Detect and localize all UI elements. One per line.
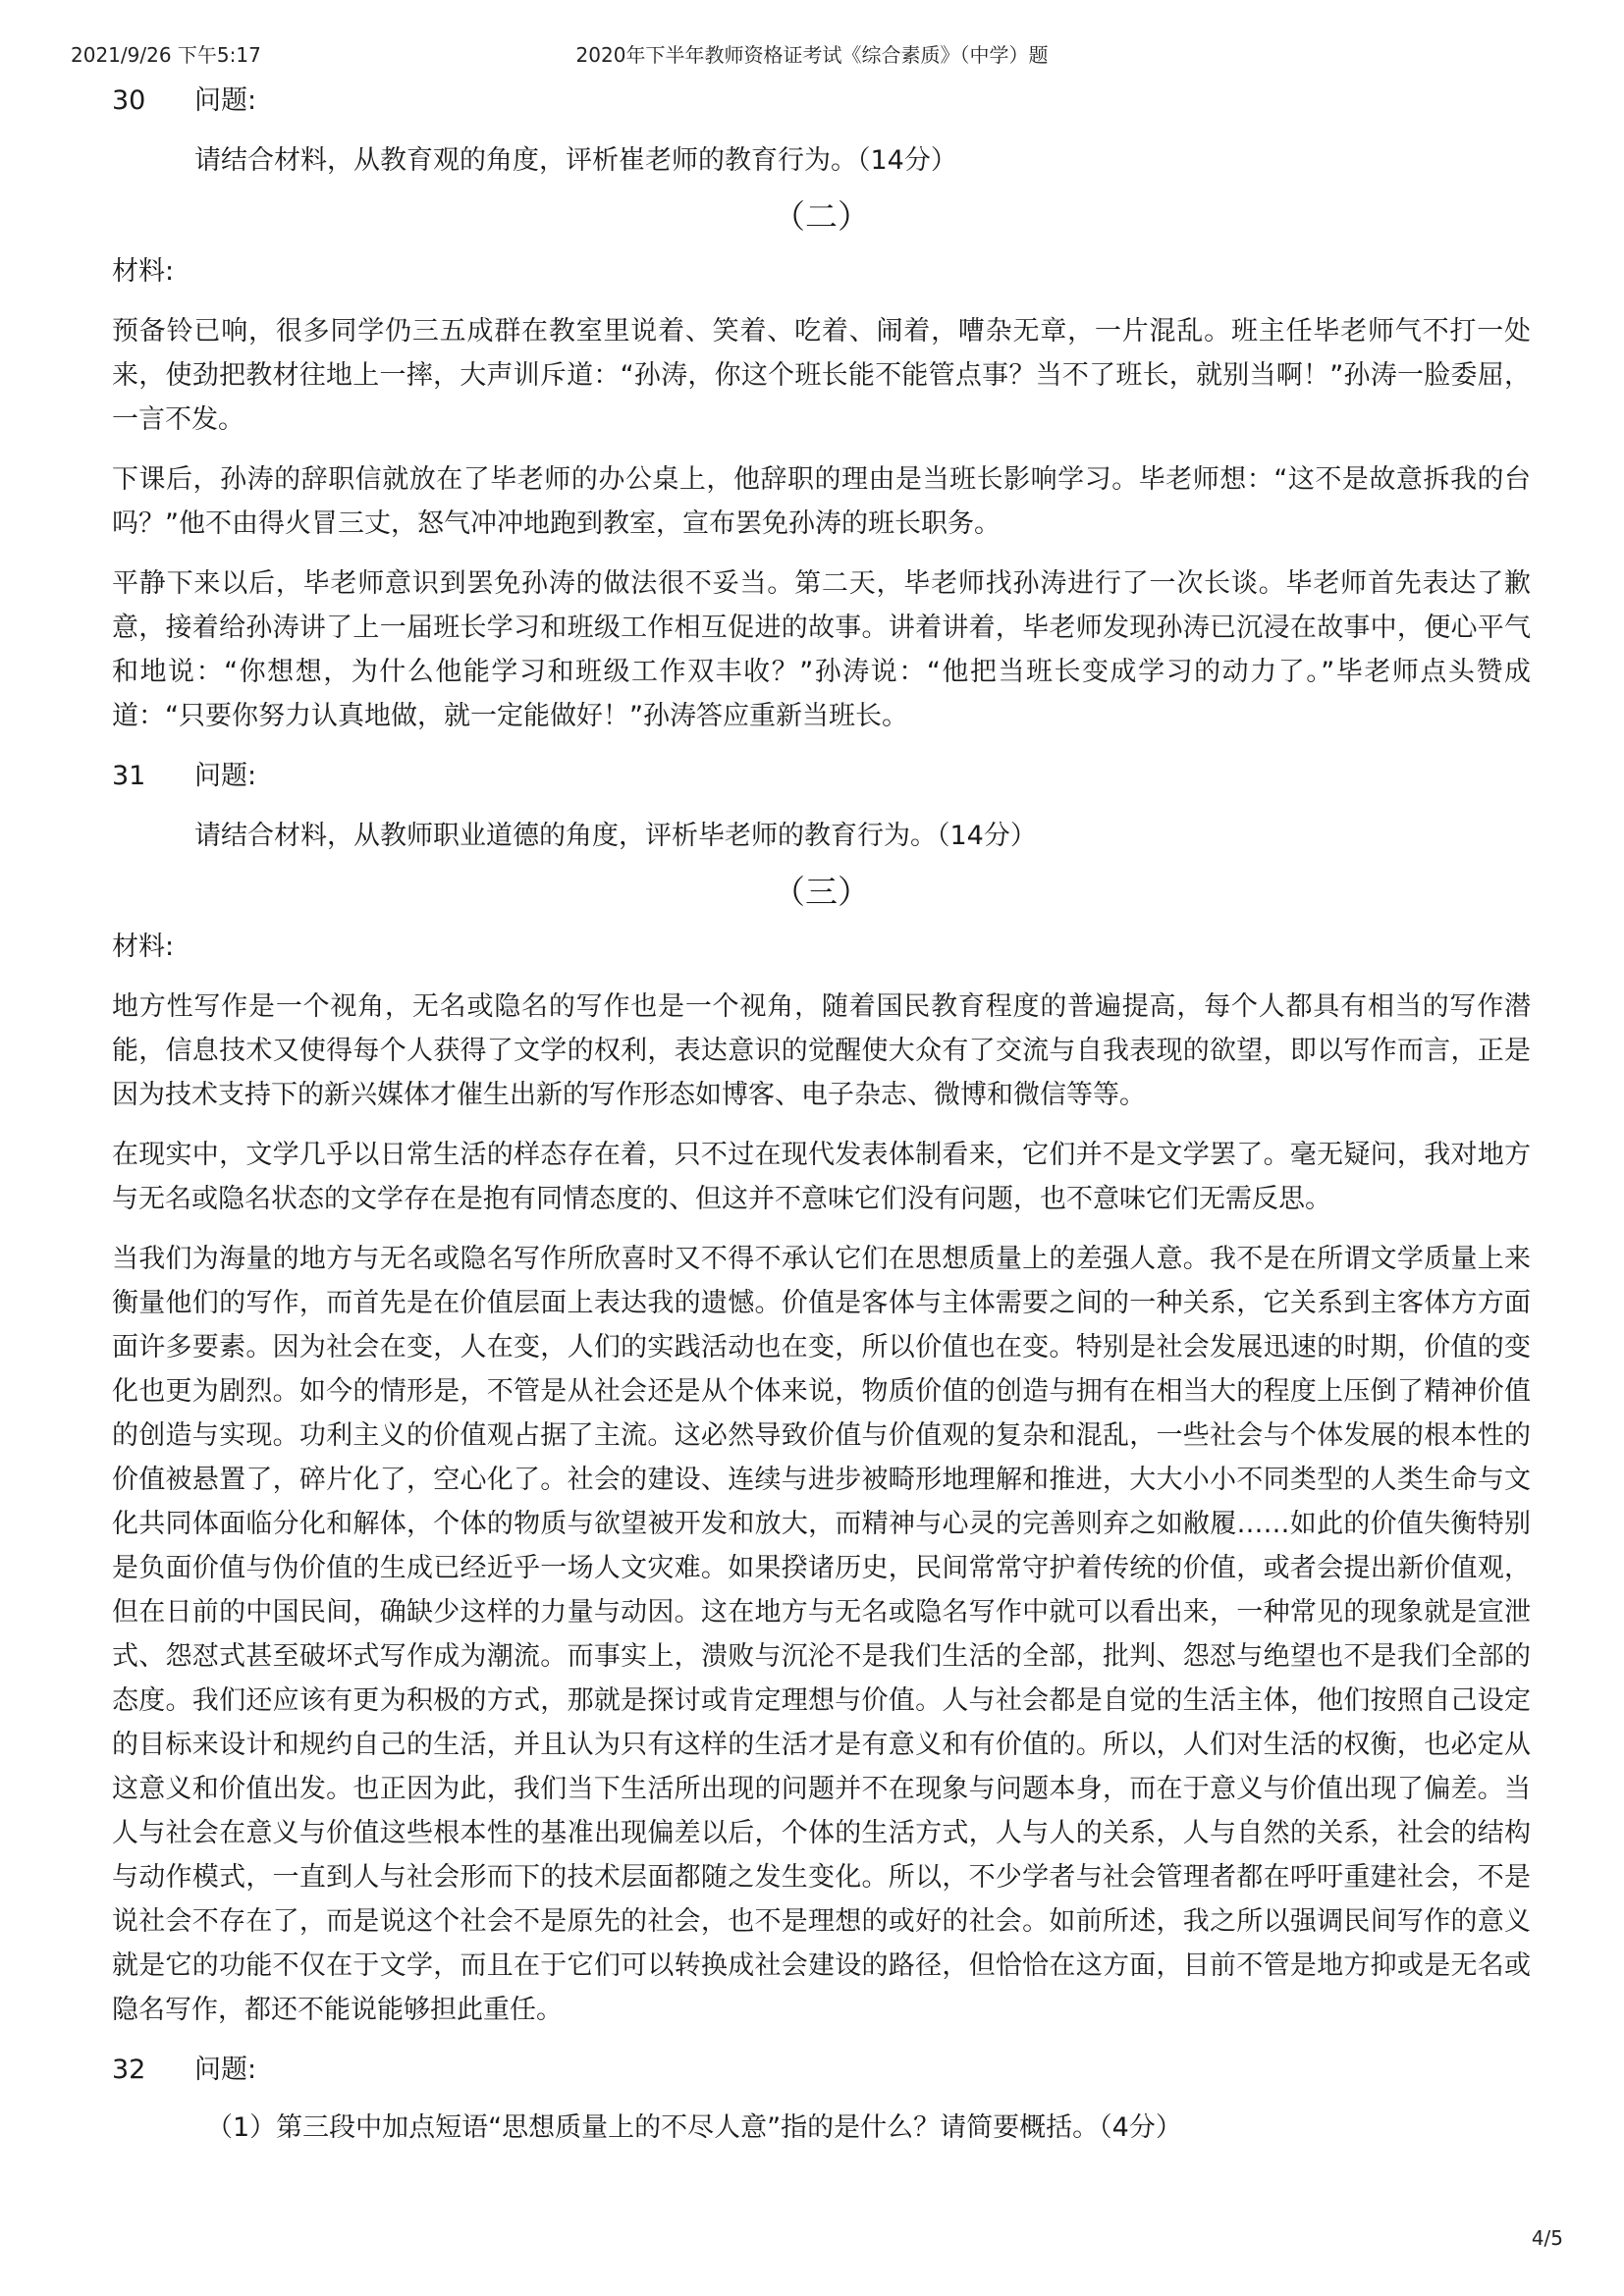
question-32-text: （1）第三段中加点短语“思想质量上的不尽人意”指的是什么？请简要概括。（4分） xyxy=(206,2112,1182,2143)
question-30-header xyxy=(112,79,1531,123)
question-31-text: 请结合材料，从教师职业道德的角度，评析毕老师的教育行为。（14分） xyxy=(194,821,1037,851)
page-number: 4/5 xyxy=(1531,2226,1563,2250)
question-30-text: 请结合材料，从教育观的角度，评析崔老师的教育行为。（14分） xyxy=(194,145,957,176)
material-paragraph: 下课后，孙涛的辞职信就放在了毕老师的办公桌上，他辞职的理由是当班长影响学习。毕老师想：“这不是故意拆我的台吗？”他不由得火冒三丈，怒气冲冲地跑到教室，宣布罢免孙涛的班长职务。 xyxy=(112,464,1531,539)
print-datetime: 2021/9/26 下午5:17 xyxy=(71,43,261,67)
material-label: 材料: xyxy=(112,256,175,287)
question-label: 问题: xyxy=(194,2055,257,2085)
material-paragraph: 预备铃已响，很多同学仍三五成群在教室里说着、笑着、吃着、闹着，嘈杂无章，一片混乱。班主任毕老师气不打一处来，使劲把教材往地上一摔，大声训斥道：“孙涛，你这个班长能不能管点事？当不了班长，就别当啊！”孙涛一脸委屈，一言不发。 xyxy=(112,316,1531,435)
material-paragraph: 当我们为海量的地方与无名或隐名写作所欣喜时又不得不承认它们在思想质量上的差强人意。我不是在所谓文学质量上来衡量他们的写作，而首先是在价值层面上表达我的遗憾。价值是客体与主体需要之间的一种关系，它关系到主客体方方面面许多要素。因为社会在变，人在变，人们的实践活动也在变，所以价值也在变。特别是社会发展迅速的时期，价值的变化也更为剧烈。如今的情形是，不管是从社会还是从个体来说，物质价值的创造与拥有在相当大的程度上压倒了精神价值的创造与实现。功利主义的价值观占据了主流。这必然导致价值与价值观的复杂和混乱，一些社会与个体发展的根本性的价值被悬置了，碎片化了，空心化了。社会的建设、连续与进步被畸形地理解和推进，大大小小不同类型的人类生命与文化共同体面临分化和解体，个体的物质与欲望被开发和放大，而精神与心灵的完善则弃之如敝履……如此的价值失衡特别是负面价值与伪价值的生成已经近乎一场人文灾难。如果揆诸历史，民间常常守护着传统的价值，或者会提出新价值观，但在日前的中国民间，确缺少这样的力量与动因。这在地方与无名或隐名写作中就可以看出来，一种常见的现象就是宣泄式、怨怼式甚至破坏式写作成为潮流。而事实上，溃败与沉沦不是我们生活的全部，批判、怨怼与绝望也不是我们全部的态度。我们还应该有更为积极的方式，那就是探讨或肯定理想与价值。人与社会都是自觉的生活主体，他们按照自己设定的目标来设计和规约自己的生活，并且认为只有这样的生活才是有意义和有价值的。所以，人们对生活的权衡，也必定从这意义和价值出发。也正因为此，我们当下生活所出现的问题并不在现象与问题本身，而在于意义与价值出现了偏差。当人与社会在意义与价值这些根本性的基准出现偏差以后，个体的生活方式，人与人的关系，人与自然的关系，社会的结构与动作模式，一直到人与社会形而下的技术层面都随之发生变化。所以，不少学者与社会管理者都在呼吁重建社会，不是说社会不存在了，而是说这个社会不是原先的社会，也不是理想的或好的社会。如前所述，我之所以强调民间写作的意义就是它的功能不仅在于文学，而且在于它们可以转换成社会建设的路径，但恰恰在这方面，目前不管是地方抑或是无名或隐名写作，都还不能说能够担此重任。 xyxy=(112,1244,1531,2025)
material-paragraph: 平静下来以后，毕老师意识到罢免孙涛的做法很不妥当。第二天，毕老师找孙涛进行了一次长谈。毕老师首先表达了歉意，接着给孙涛讲了上一届班长学习和班级工作相互促进的故事。讲着讲着，毕老师发现孙涛已沉浸在故事中，便心平气和地说：“你想想，为什么他能学习和班级工作双丰收？”孙涛说：“他把当班长变成学习的动力了。”毕老师点头赞成道：“只要你努力认真地做，就一定能做好！”孙涛答应重新当班长。 xyxy=(112,568,1531,731)
question-number: 30 xyxy=(112,85,146,116)
question-number: 32 xyxy=(112,2055,146,2085)
section-2-heading: （二） xyxy=(773,197,870,236)
document-body xyxy=(112,79,1531,2150)
question-label: 问题: xyxy=(194,761,257,791)
document-title: 2020年下半年教师资格证考试《综合素质》（中学）题 xyxy=(575,43,1049,67)
section-3-heading: （三） xyxy=(773,873,870,911)
question-label: 问题: xyxy=(194,85,257,116)
material-paragraph: 地方性写作是一个视角，无名或隐名的写作也是一个视角，随着国民教育程度的普遍提高，每个人都具有相当的写作潜能，信息技术又使得每个人获得了文学的权利，表达意识的觉醒使大众有了交流与自我表现的欲望，即以写作而言，正是因为技术支持下的新兴媒体才催生出新的写作形态如博客、电子杂志、微博和微信等等。 xyxy=(112,991,1531,1110)
question-number: 31 xyxy=(112,761,146,791)
material-paragraph: 在现实中，文学几乎以日常生活的样态存在着，只不过在现代发表体制看来，它们并不是文学罢了。毫无疑问，我对地方与无名或隐名状态的文学存在是抱有同情态度的、但这并不意味它们没有问题，也不意味它们无需反思。 xyxy=(112,1140,1531,1214)
question-31-header xyxy=(112,754,1531,798)
question-32-header xyxy=(112,2048,1531,2092)
material-label: 材料: xyxy=(112,932,175,962)
